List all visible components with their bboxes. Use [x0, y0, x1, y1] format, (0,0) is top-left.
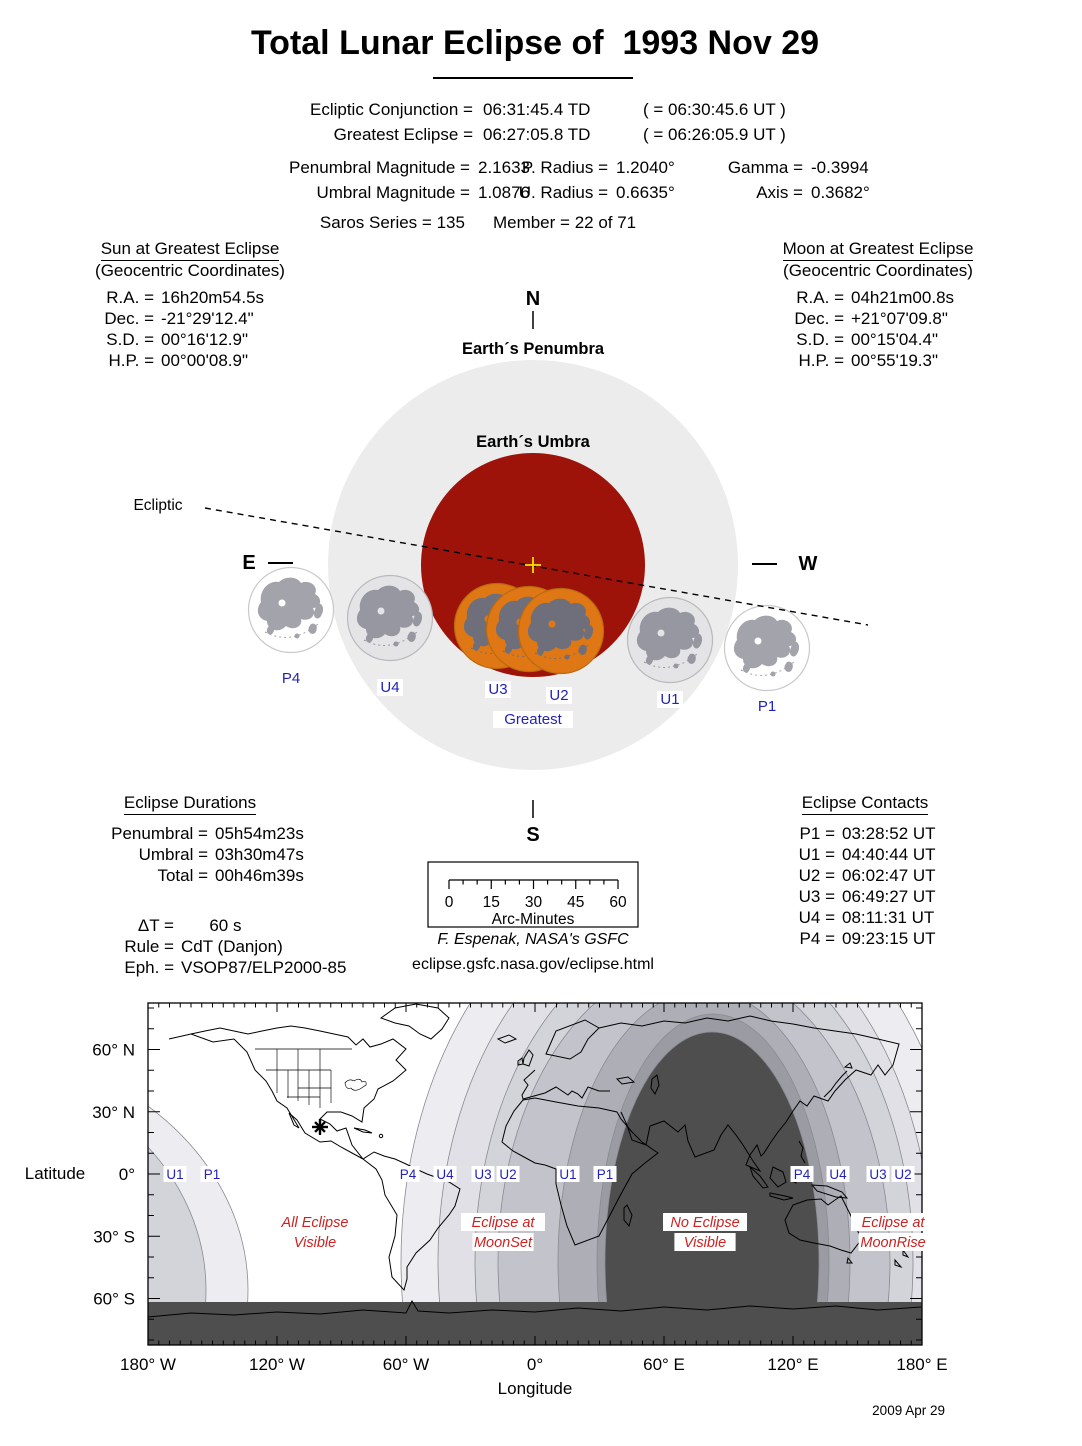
y-axis-title: Latitude: [24, 1164, 86, 1183]
contact-label-U4: U4: [380, 679, 400, 696]
zone-label: Visible: [683, 1235, 727, 1251]
moon-title: Moon at Greatest Eclipse: [783, 239, 974, 261]
zone-label: MoonRise: [860, 1235, 926, 1251]
stat-label: Penumbral Magnitude =: [289, 158, 470, 177]
moon-subtitle: (Geocentric Coordinates): [783, 261, 973, 280]
stat-value: 1.2040°: [616, 158, 675, 177]
gamma: [698, 157, 869, 178]
moon-crater: [754, 637, 762, 645]
duration-row-label: Total =: [157, 866, 208, 885]
x-tick-label: 180° W: [120, 1355, 176, 1374]
y-tick-label: 30° S: [93, 1227, 135, 1247]
zone-label: Eclipse at: [471, 1215, 535, 1231]
greatest-value: 06:27:05.8 TD: [483, 125, 591, 144]
contact-row-label: U4 =: [798, 908, 835, 927]
scale-tick-label: 30: [524, 894, 543, 911]
sun-subtitle: (Geocentric Coordinates): [95, 261, 285, 280]
map-contact-U2: U2: [894, 1167, 912, 1182]
greatest-row: [128, 124, 828, 145]
south-marker: S: [526, 824, 540, 846]
stat-label: U. Radius =: [518, 183, 608, 202]
contacts-title: Eclipse Contacts: [802, 793, 929, 815]
umbral-magnitude: [135, 182, 530, 203]
greatest-label: Greatest Eclipse =: [333, 125, 473, 144]
moon-coordinate-row-value: 00°55'19.3": [851, 351, 938, 370]
duration-row-value: 03h30m47s: [215, 845, 304, 864]
moon-coordinate-row-value: +21°07'09.8": [851, 309, 948, 328]
stat-value: 0.6635°: [616, 183, 675, 202]
duration-row: [96, 823, 304, 844]
sun-coordinate-row-value: -21°29'12.4": [161, 309, 254, 328]
moon-coordinate-row-label: Dec. =: [794, 309, 844, 328]
duration-row-value: 05h54m23s: [215, 824, 304, 843]
east-marker: E: [242, 552, 256, 574]
stat-label: Umbral Magnitude =: [316, 183, 470, 202]
moon-block-header: [748, 239, 1008, 281]
stat-value: 1.0876: [478, 183, 530, 202]
map-contact-U3: U3: [474, 1167, 492, 1182]
moon-coordinate-row-value: 04h21m00.8s: [851, 288, 955, 307]
moon-at-U4: [348, 576, 433, 661]
x-tick-label: 120° W: [249, 1355, 305, 1374]
y-tick-label: 30° N: [92, 1102, 135, 1122]
contact-row-label: U1 =: [798, 845, 835, 864]
x-axis-title: Longitude: [497, 1379, 573, 1398]
contact-row: [793, 928, 936, 949]
parameter-row: [96, 915, 346, 936]
contact-row-value: 03:28:52 UT: [842, 824, 936, 843]
saros-series-label: Saros Series =: [319, 213, 432, 232]
stat-value: 0.3682°: [811, 183, 870, 202]
contact-row-value: 06:02:47 UT: [842, 866, 936, 885]
moon-at-U2: [519, 589, 604, 674]
parameter-row-value: CdT (Danjon): [181, 937, 283, 956]
moon-coordinate-row-label: R.A. =: [796, 288, 844, 307]
axis: [698, 182, 870, 203]
author-credit: F. Espenak, NASA's GSFC: [437, 931, 629, 948]
p-radius: [500, 157, 675, 178]
moon-crater: [548, 620, 556, 628]
star-center: [317, 1124, 323, 1130]
parameter-row: [96, 936, 346, 957]
zone-label: Eclipse at: [861, 1215, 925, 1231]
map-contact-P1: P1: [596, 1167, 614, 1182]
page-title: Total Lunar Eclipse of 1993 Nov 29: [250, 24, 820, 62]
map-contact-U4: U4: [436, 1167, 454, 1182]
parameter-row-label: ΔT =: [137, 916, 174, 935]
conjunction-label: Ecliptic Conjunction =: [309, 100, 473, 119]
conjunction-ut: ( = 06:30:45.6 UT ): [643, 100, 786, 119]
stat-label: Axis =: [756, 183, 803, 202]
x-tick-label: 60° E: [643, 1355, 685, 1374]
moon-coordinate-row-value: 00°15'04.4": [851, 330, 938, 349]
map-contact-U3: U3: [869, 1167, 887, 1182]
parameter-row-label: Rule =: [124, 937, 174, 956]
saros-series-value: 135: [436, 213, 465, 232]
map-contact-U4: U4: [829, 1167, 847, 1182]
parameter-rows: [96, 915, 346, 978]
contact-row-value: 09:23:15 UT: [842, 929, 936, 948]
map-contact-U2: U2: [499, 1167, 517, 1182]
sun-coordinate-row-value: 00°00'08.9": [161, 351, 248, 370]
umbra-label: Earth´s Umbra: [476, 433, 590, 451]
scale-tick-label: 60: [609, 894, 627, 911]
zone-label: MoonSet: [473, 1235, 533, 1251]
sun-coordinate-row-label: R.A. =: [106, 288, 154, 307]
contact-row: [793, 823, 936, 844]
durations-rows: [96, 823, 304, 886]
contact-row-label: U2 =: [798, 866, 835, 885]
stat-label: P. Radius =: [521, 158, 608, 177]
title-underline: [433, 77, 633, 79]
sun-coordinate-row-value: 00°16'12.9": [161, 330, 248, 349]
map-contact-P4: P4: [793, 1167, 811, 1182]
contact-label-Greatest: Greatest: [504, 711, 562, 728]
scale-tick-label: 15: [482, 894, 500, 911]
saros-member-value: 22 of 71: [574, 213, 637, 232]
sun-coordinate-row-label: H.P. =: [108, 351, 154, 370]
x-tick-label: 0°: [526, 1355, 544, 1374]
contact-label-U1: U1: [660, 691, 680, 708]
visibility-map: [0, 995, 1082, 1446]
sun-block-header: [60, 239, 320, 281]
stat-value: -0.3994: [811, 158, 869, 177]
contact-row: [793, 907, 936, 928]
saros-row: [148, 213, 808, 233]
moon-crater: [657, 629, 665, 637]
contact-label-P4: P4: [281, 670, 301, 687]
penumbra-label: Earth´s Penumbra: [461, 340, 605, 358]
moon-at-P4: [249, 568, 334, 653]
penumbral-magnitude: [135, 157, 530, 178]
contact-row: [793, 844, 936, 865]
y-tick-label: 60° N: [92, 1040, 135, 1060]
map-contact-P4: P4: [399, 1167, 417, 1182]
duration-row: [96, 865, 304, 886]
contact-row-value: 08:11:31 UT: [842, 908, 935, 927]
moon-crater: [278, 599, 286, 607]
moon-at-U1: [628, 598, 713, 683]
x-tick-label: 60° W: [382, 1355, 430, 1374]
conjunction-value: 06:31:45.4 TD: [483, 100, 591, 119]
contact-label-P1: P1: [757, 698, 777, 715]
map-contact-U1: U1: [166, 1167, 184, 1182]
contacts-rows: [793, 823, 936, 949]
greatest-ut: ( = 06:26:05.9 UT ): [643, 125, 786, 144]
contact-row: [793, 886, 936, 907]
durations-title: Eclipse Durations: [124, 793, 256, 815]
sun-coordinate-row-value: 16h20m54.5s: [161, 288, 265, 307]
sun-coordinate-row-label: S.D. =: [106, 330, 154, 349]
duration-row-value: 00h46m39s: [215, 866, 304, 885]
parameter-row-value: VSOP87/ELP2000-85: [181, 958, 347, 977]
contacts-header: [735, 793, 995, 815]
map-contact-P1: P1: [203, 1167, 221, 1182]
west-marker: W: [798, 553, 818, 575]
parameter-row-value: 60 s: [181, 916, 242, 935]
sun-title: Sun at Greatest Eclipse: [101, 239, 280, 261]
duration-row: [96, 844, 304, 865]
scale-unit: Arc-Minutes: [491, 911, 575, 928]
scale-bar: [428, 862, 638, 928]
zone-label: All Eclipse: [281, 1215, 349, 1231]
contact-label-U3: U3: [488, 681, 508, 698]
stat-value: 2.1633: [478, 158, 530, 177]
stat-label: Gamma =: [727, 158, 803, 177]
u-radius: [500, 182, 675, 203]
duration-row-label: Umbral =: [138, 845, 208, 864]
parameter-row: [96, 957, 346, 978]
moon-coordinate-row-label: H.P. =: [798, 351, 844, 370]
x-tick-label: 180° E: [896, 1355, 948, 1374]
credit-url: eclipse.gsfc.nasa.gov/eclipse.html: [412, 956, 654, 973]
contact-row-value: 06:49:27 UT: [842, 887, 936, 906]
durations-header: [60, 793, 320, 815]
moon-crater: [377, 607, 385, 615]
moon-coordinate-row-label: S.D. =: [796, 330, 844, 349]
contact-row-label: P1 =: [799, 824, 835, 843]
revision-date: 2009 Apr 29: [872, 1403, 945, 1418]
parameter-row-label: Eph. =: [124, 958, 174, 977]
contact-row: [793, 865, 936, 886]
y-tick-label: 60° S: [93, 1289, 135, 1309]
duration-row-label: Penumbral =: [111, 824, 208, 843]
north-marker: N: [525, 288, 541, 310]
map-contact-U1: U1: [559, 1167, 577, 1182]
zone-label: Visible: [293, 1235, 337, 1251]
x-tick-label: 120° E: [767, 1355, 819, 1374]
contact-row-label: U3 =: [798, 887, 835, 906]
zone-label: No Eclipse: [670, 1215, 740, 1231]
saros-member-label: Member =: [492, 213, 570, 232]
sun-coordinate-row-label: Dec. =: [104, 309, 154, 328]
contact-row-label: P4 =: [799, 929, 835, 948]
conjunction-row: [128, 99, 828, 120]
contact-row-value: 04:40:44 UT: [842, 845, 936, 864]
scale-tick-label: 45: [567, 894, 585, 911]
moon-at-P1: [725, 606, 810, 691]
contact-label-U2: U2: [549, 687, 569, 704]
y-tick-label: 0°: [118, 1165, 135, 1184]
ecliptic-label: Ecliptic: [133, 497, 183, 514]
scale-tick-label: 0: [444, 894, 454, 911]
